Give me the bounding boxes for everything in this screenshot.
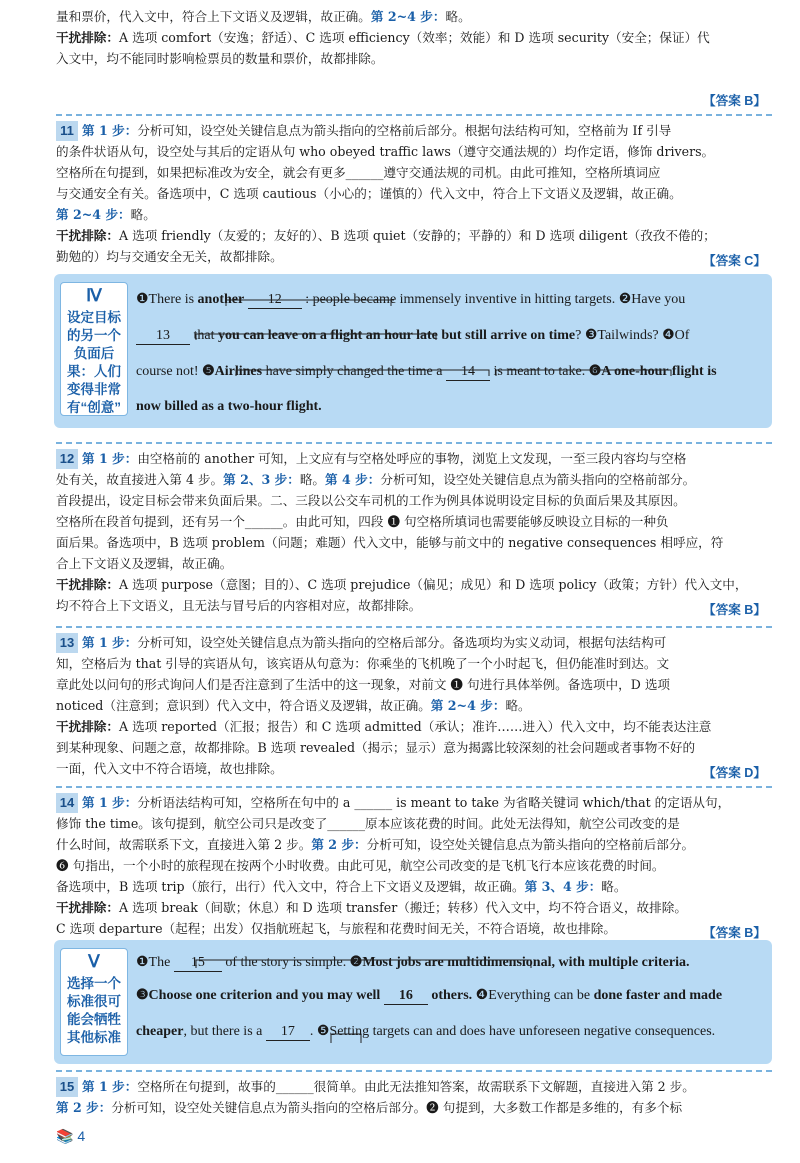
text: A 选项 break（间歇；休息）和 D 选项 transfer（搬迁；转移）代入文中，均不符合语义，故排除。 [118,900,687,915]
text-line: 空格所在段首句提到，还有另一个______。由此可知，四段 ❶ 句空格所填词也需要能够反映设立目标的一种负 [56,514,669,529]
text: have simply changed the time a [262,364,446,379]
text: A 选项 comfort（安逸；舒适）、C 选项 efficiency（效率；效能）和 D 选项 security（安全；保证）代 [118,30,710,45]
text: 量和票价，代入文中，符合上下文语义及逻辑，故正确。 [56,9,371,24]
text: . ❺Setting targets can and does have unforeseen negative consequences. [309,1024,716,1039]
answer-badge: 【答案 B】 [703,926,766,940]
text: noticed（注意到；意识到）代入文中，符合语义及逻辑，故正确。 [56,698,431,713]
text-line: 面后果。备选项中，B 选项 problem（问题；难题）代入文中，能够与前文中的 negative consequences 相呼应，符 [56,535,724,550]
text: 分析可知，设空处关键信息点为箭头指向的空格后部分。备选项均为实义动词，根据句法结构可 [137,635,667,650]
text-line [56,6,772,27]
text-line: 到某种现象、问题之意，故都排除。B 选项 revealed（揭示；显示）意为揭露比较深刻的社会问题或者事物不好的 [56,740,696,755]
question-number: 11 [56,121,78,141]
step-label: 第 2~4 步： [56,207,131,222]
step-label: 第 4 步： [325,472,381,487]
answer-badge: 【答案 B】 [703,603,766,617]
panel-label [60,948,128,1056]
text: 入文中，均不能同时影响检票员的数量和票价，故都排除。 [56,51,384,66]
step-label: 第 2、3 步： [223,472,300,487]
step-label: 第 2 步： [311,837,367,852]
page-number: 4 [77,1128,86,1144]
roman-numeral: Ⅳ [86,286,102,305]
text: 分析可知，设空处关键信息点为箭头指向的空格前后部分。 [366,837,695,852]
keyword: ❸Choose one criterion and you may well [136,988,384,1003]
text: 备选项中，B 选项 trip（旅行，出行）代入文中，符合上下文语义及逻辑，故正确。 [56,879,525,894]
arrow-lines [136,940,772,1064]
distractor-label: 干扰排除： [56,228,119,243]
panel-label-text: 设定目标的另一个负面后果：人们变得非常有“创意” [67,310,121,415]
text: 处有关，故直接进入第 4 步。 [56,472,224,487]
text-line [56,48,772,69]
text-line: 勤勉的）均与交通安全无关，故都排除。 [56,249,283,264]
passage-panel-4 [54,274,772,428]
step-label: 第 1 步： [82,635,138,650]
text-line: 合上下文语义及逻辑，故正确。 [56,556,233,571]
blank-13: 13 [136,328,190,345]
keyword: done faster and made [593,988,723,1003]
text: 略。 [445,9,471,24]
prev-question-tail [56,6,772,108]
text: 分析语法结构可知，空格所在句中的 a ______ is meant to take 为省略关键词 which/that 的定语从句， [137,795,731,810]
step-label: 第 2 步： [56,1100,112,1115]
keyword: ❺Airlines [202,364,263,379]
text: of the story is simple. [221,955,350,970]
text: that [190,328,218,343]
distractor-label: 干扰排除： [56,900,119,915]
question-11-explanation [56,114,772,267]
question-12-explanation [56,442,772,616]
blank-12: 12 [248,292,302,309]
text: ? ❸Tailwinds? ❹Of [575,328,690,343]
text: 略。 [505,698,531,713]
text: 分析可知，设空处关键信息点为箭头指向的空格前后部分。根据句法结构可知，空格前为 If 引导 [137,123,672,138]
text: ❶There is [136,292,198,307]
step-label: 第 1 步： [82,123,138,138]
text: A 选项 purpose（意图；目的）、C 选项 prejudice（偏见；成见）和 D 选项 policy（政策；方针）代入文中， [118,577,748,592]
text-line: ❻ 句指出，一个小时的旅程现在按两个小时收费。由此可见，航空公司改变的是飞机飞行本应该花费的时间。 [56,858,665,873]
text-line: 修饰 the time。该句提到，航空公司只是改变了______原本应该花费的时间。此处无法得知，航空公司改变的是 [56,816,680,831]
text: 什么时间，故需联系下文，直接进入第 2 步。 [56,837,312,852]
text: course not! [136,364,203,379]
step-label: 第 1 步： [82,1079,138,1094]
blank-17: 17 [266,1024,310,1041]
text: 略。 [299,472,326,487]
question-number: 12 [56,449,78,469]
text: A 选项 friendly（友爱的；友好的）、B 选项 quiet（安静的；平静的）和 D 选项 diligent（孜孜不倦的； [118,228,716,243]
text: ❶The [136,955,174,970]
text: 略。 [130,207,156,222]
text: 空格所在句提到，故事的______很简单。由此无法推知答案，故需联系下文解题，直接进入第 2 步。 [137,1079,695,1094]
question-number: 13 [56,633,78,653]
keyword: ❻A one-hour flight is [588,364,717,379]
roman-numeral: Ⅴ [88,952,100,971]
arrow-lines [136,274,772,428]
keyword: cheaper [136,1024,184,1039]
text: 分析可知，设空处关键信息点为箭头指向的空格后部分。❷ 句提到，大多数工作都是多维的，有多个标 [111,1100,683,1115]
text-line: 与交通安全有关。备选项中，C 选项 cautious（小心的；谨慎的）代入文中，符合上下文语义及逻辑，故正确。 [56,186,682,201]
keyword: you can leave on a flight an hour late but still arrive on time [218,328,576,343]
step-label: 第 2~4 步： [430,698,506,713]
blank-16: 16 [384,988,428,1005]
answer-badge: 【答案 D】 [703,766,766,780]
text: 由空格前的 another 可知，上文应有与空格处呼应的事物，浏览上文发现，一至三段内容均与空格 [137,451,687,466]
keyword: others. [427,988,473,1003]
page-footer [56,1128,85,1145]
blank-15: 15 [174,955,222,972]
distractor-label: 干扰排除： [56,577,119,592]
text: A 选项 reported（汇报；报告）和 C 选项 admitted（承认；准许……进入）代入文中，均不能表达注意 [118,719,712,734]
text-line: 章此处以问句的形式询问人们是否注意到了生活中的这一现象，对前文 ❶ 句进行具体举例。备选项中，D 选项 [56,677,671,692]
question-number: 14 [56,793,78,813]
text: : people became immensely inventive in hitting targets. ❷Have you [305,292,686,307]
text: , but there is a [183,1024,266,1039]
text: ❹Everything can be [472,988,594,1003]
answer-badge: 【答案 C】 [703,254,766,268]
step-label: 第 3、4 步： [524,879,602,894]
text-line: 一面，代入文中不符合语境，故也排除。 [56,761,283,776]
step-label: 第 2~4 步： [370,9,446,24]
question-13-explanation [56,626,772,779]
distractor-label: 干扰排除： [56,30,119,45]
distractor-label: 干扰排除： [56,719,119,734]
text-line: 知，空格后为 that 引导的宾语从句，该宾语从句意为：你乘坐的飞机晚了一个小时起飞，但仍能准时到达。文 [56,656,670,671]
text-line: C 选项 departure（起程；出发）仅指航班起飞，与旅程和花费时间无关，不符合语境，故也排除。 [56,921,616,936]
text-line [56,27,772,48]
passage-panel-5 [54,940,772,1064]
panel-label-text: 选择一个标准很可能会牺牲其他标准 [67,976,121,1045]
question-number: 15 [56,1077,78,1097]
panel-label [60,282,128,416]
text: 略。 [601,879,627,894]
text-line: 首段提出，设定目标会带来负面后果。二、三段以公交车司机的工作为例具体说明设定目标的负面后果及其原因。 [56,493,686,508]
keyword: now billed as a two-hour flight. [136,399,322,414]
keyword: ❷Most jobs are multidimensional, with multiple criteria. [349,955,690,970]
step-label: 第 1 步： [82,451,138,466]
text: 分析可知，设空处关键信息点为箭头指向的空格前部分。 [380,472,696,487]
book-icon: 📚 [56,1128,74,1144]
keyword: another [197,292,245,307]
blank-14: 14 [446,364,490,381]
text-line: 的条件状语从句，设空处与其后的定语从句 who obeyed traffic laws（遵守交通法规的）均作定语，修饰 drivers。 [56,144,715,159]
step-label: 第 1 步： [82,795,138,810]
text-line: 均不符合上下文语义，且无法与冒号后的内容相对应，故都排除。 [56,598,422,613]
answer-badge: 【答案 B】 [703,94,766,108]
question-15-explanation [56,1070,772,1118]
question-14-explanation [56,786,772,939]
text: is meant to take. [489,364,589,379]
text-line: 空格所在句提到，如果把标准改为安全，就会有更多______遵守交通法规的司机。由此可推知，空格所填词应 [56,165,661,180]
